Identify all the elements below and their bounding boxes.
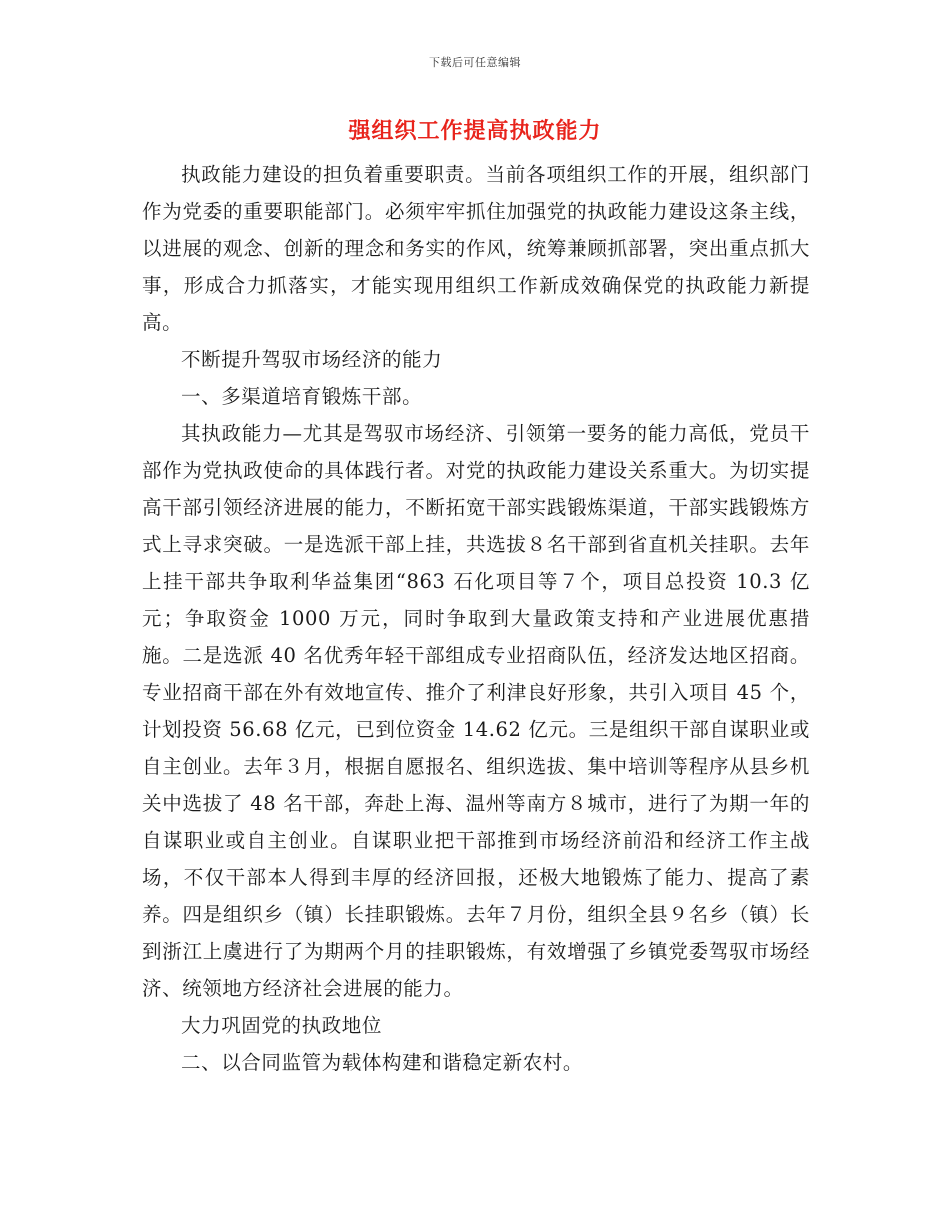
document-title: 强组织工作提高执政能力 (348, 118, 602, 144)
subsection-heading-1: 一、多渠道培育锻炼干部。 (181, 385, 423, 408)
document-body (142, 156, 810, 1081)
paragraph-cadre-training: 其执政能力—尤其是驾驭市场经济、引领第一要务的能力高低，党员干部作为党执政使命的具体践行者。对党的执政能力建设关系重大。为切实提高干部引领经济进展的能力，不断拓宽干部实践锻炼渠道，干部实践锻炼方式上寻求突破。一是选派干部上挂，共选拔８名干部到省直机关挂职。去年上挂干部共争取利华益集团“863 石化项目等７个，项目总投资 10.3 亿元；争取资金 1000 万元，同时争取到大量政策支持和产业进展优惠措施。二是选派 40 名优秀年轻干部组成专业招商队伍，经济发达地区招商。专业招商干部在外有效地宣传、推介了利津良好形象，共引入项目 45 个，计划投资 56.68 亿元，已到位资金 14.62 亿元。三是组织干部自谋职业或自主创业。去年３月，根据自愿报名、组织选拔、集中培训等程序从县乡机关中选拔了 48 名干部，奔赴上海、温州等南方８城市，进行了为期一年的自谋职业或自主创业。自谋职业把干部推到市场经济前沿和经济工作主战场，不仅干部本人得到丰厚的经济回报，还极大地锻炼了能力、提高了素养。四是组织乡（镇）长挂职锻炼。去年７月份，组织全县９名乡（镇）长到浙江上虞进行了为期两个月的挂职锻炼，有效增强了乡镇党委驾驭市场经济、统领地方经济社会进展的能力。 (142, 422, 810, 1000)
paragraph-intro: 执政能力建设的担负着重要职责。当前各项组织工作的开展，组织部门作为党委的重要职能部门。必须牢牢抓住加强党的执政能力建设这条主线，以进展的观念、创新的理念和务实的作风，统筹兼顾抓部署，突出重点抓大事，形成合力抓落实，才能实现用组织工作新成效确保党的执政能力新提高。 (142, 163, 810, 334)
header-note: 下载后可任意编辑 (429, 56, 521, 69)
section-heading-market-economy: 不断提升驾驭市场经济的能力 (181, 348, 443, 371)
section-heading-ruling-status: 大力巩固党的执政地位 (181, 1014, 383, 1037)
subsection-heading-2: 二、以合同监管为载体构建和谐稳定新农村。 (181, 1051, 584, 1074)
